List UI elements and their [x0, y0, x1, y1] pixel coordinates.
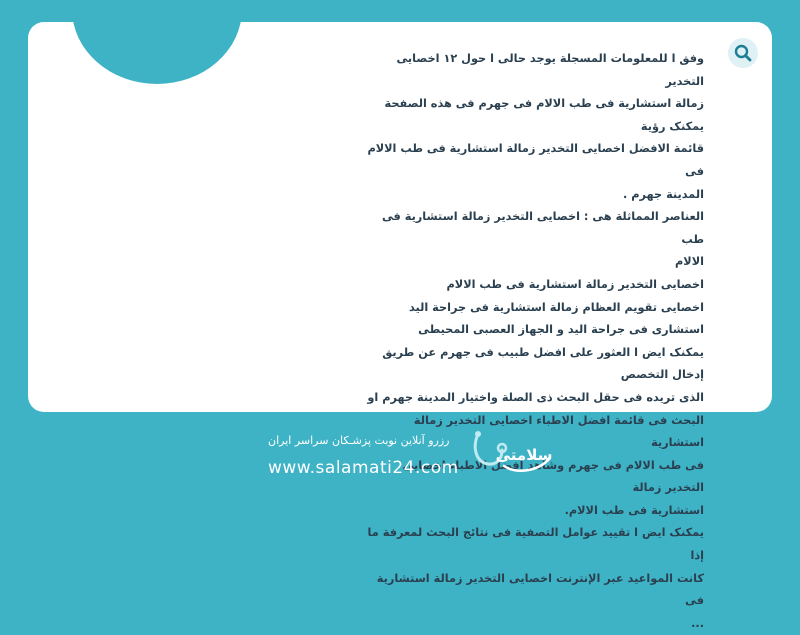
tag-badge[interactable] — [72, 0, 242, 84]
search-button[interactable] — [728, 38, 758, 68]
text-line: الالام — [675, 255, 704, 269]
stethoscope-logo-icon — [468, 428, 558, 480]
text-line: زمالة استشاریة فی طب الالام فی جهرم فی هذه الصفحة یمکنک رؤیة — [384, 97, 704, 133]
text-line: اخصایی التخدیر زمالة استشاریة فی طب الالام — [446, 277, 704, 291]
footer-slogan: رزرو آنلاین نوبت پزشـکان سراسر ایران — [268, 434, 450, 447]
text-line: قائمة الافضل اخصایی التخدیر زمالة استشاریة فی طب الالام فی — [367, 142, 704, 178]
text-line: البحث فی قائمة افضل الاطباء اخصایی التخدیر زمالة استشاریة — [413, 413, 704, 450]
text-line: وفق ا للمعلومات المسجلة یوجد حالی ا حول ۱۲ اخصایی التخدیر — [396, 52, 704, 88]
text-line: یمکنک ایض ا العثور علی افضل طبیب فی جهرم عن طریق إدخال التخصص — [382, 345, 704, 382]
text-line: فی طب الالام فی جهرم وشاهد افضل الاطباء اخصایی التخدیر زمالة — [402, 458, 704, 495]
text-line: یمکنک ایض ا تقیید عوامل التصفیة فی نتائج البحث لمعرفة ما إذا — [367, 526, 704, 563]
text-line: اخصایی تقویم العظام زمالة استشاریة فی جراحة الید — [408, 300, 704, 314]
svg-text:سلامتی: سلامتی — [495, 446, 553, 464]
text-line: کانت المواعید عبر الإنترنت اخصایی التخدیر زمالة استشاریة فی — [376, 571, 704, 608]
ellipsis: ... — [691, 616, 704, 630]
text-line: المدینة جهرم . — [623, 187, 704, 201]
text-line: الذی تریده فی حقل البحث ذی الصلة واختیار المدینة جهرم او — [367, 390, 704, 404]
text-line: استشاریة فی طب الالام. — [564, 503, 704, 517]
site-logo[interactable] — [468, 428, 558, 484]
search-icon — [733, 43, 753, 63]
text-line: استشاری فی جراحة الید و الجهاز العصبی المحیطی — [418, 323, 704, 337]
text-line: العناصر المماثلة هی : اخصایی التخدیر زمالة استشاریة فی طب — [381, 210, 704, 246]
footer-url[interactable]: www.salamati24.com — [268, 458, 459, 478]
description-text — [364, 48, 704, 635]
